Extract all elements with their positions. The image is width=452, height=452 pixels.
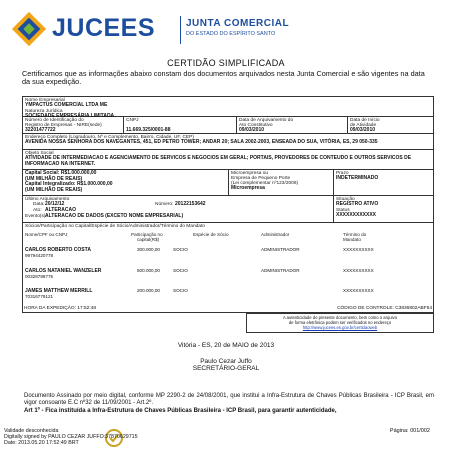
address-value: AVENIDA NOSSA SENHORA DOS NAVEGANTES, 451, ED PETRO TOWER; ANDAR 20; SALA 2002-2003, ENSEADA DO SUA, VITÓRIA, ES, 29 050-335 [25, 139, 378, 145]
partners-section [23, 223, 433, 306]
signer-role: SECRETÁRIO-GERAL [192, 365, 260, 373]
const-date-label-1: Data de Arquivamento do [239, 118, 294, 123]
col-type-header: Espécie de Sócio [193, 232, 229, 237]
partner-type: SOCIO [173, 247, 188, 252]
me-label-3: (Lei complementar nº123/2006) [231, 181, 299, 186]
auth-line-2: de forma eletrônica podem ser verificados no endereço [288, 320, 392, 325]
partner-name: CARLOS NATANIEL WANZELER [25, 268, 102, 274]
last-filing-date-label: Data: [33, 202, 45, 207]
nire-label-1: Número de Identificação do [25, 118, 84, 123]
validity-text: Validade desconhecida [4, 428, 59, 434]
situation-label: Situação [336, 197, 355, 202]
partner-type: SOCIO [173, 288, 188, 293]
brand-divider [180, 16, 181, 44]
partner-share: 300.000,00 [137, 247, 160, 252]
org-subtitle: DO ESTADO DO ESPÍRITO SANTO [186, 31, 276, 37]
status-label: Status [336, 207, 350, 213]
term-label: Prazo [336, 171, 349, 176]
signer-name: Paulo Cezar Juffo [200, 358, 252, 365]
control-code: CÓDIGO DE CONTROLE: C3836802ABF54 [337, 306, 432, 311]
partner-share: 500.000,00 [137, 268, 160, 273]
cnpj-value: 11.669.325/0001-88 [126, 127, 171, 133]
partner-admin: ADMINISTRADOR [261, 247, 300, 252]
auth-link[interactable]: http://www.jucees.es.gov.br/certidaoweb [302, 325, 378, 330]
last-filing-number-label: Número: [155, 202, 174, 207]
last-filing-number: 20122153642 [175, 201, 206, 207]
col-share-header-2: capital(R$) [137, 237, 160, 242]
partner-term: XXXXXXXXXX [343, 268, 374, 273]
const-date-value: 09/03/2010 [239, 127, 265, 133]
capital-words: (UM MILHÃO DE REAIS) [25, 175, 83, 182]
me-label-2: Empresa de Pequeno Porte [231, 176, 291, 181]
page-header [8, 8, 444, 52]
signed-date-text: Date: 2013.05.20 17:52:49 BRT [4, 440, 79, 447]
capital-row [23, 170, 433, 196]
place-date: Vitória - ES, 20 de MAIO de 2013 [177, 342, 275, 349]
last-filing-row [23, 196, 433, 223]
col-term-header-2: Mandato [343, 237, 361, 242]
signed-by-text: Digitally signed by PAULO CEZAR JUFFO:37870629715 [4, 434, 138, 441]
partner-share: 200.000,00 [137, 288, 160, 293]
legal-text [24, 393, 434, 415]
company-name: YMPACTUS COMERCIAL LTDA ME [25, 102, 108, 108]
col-term-header-1: Término do [343, 232, 367, 237]
registry-row [23, 117, 433, 134]
digital-signature-info [4, 428, 138, 447]
signer-block [0, 358, 452, 372]
last-filing-label: Último Arquivamento [25, 197, 70, 202]
cnpj-label: CNPJ [126, 118, 139, 123]
act-value: ALTERACAO [45, 207, 77, 213]
partner-admin: ADMINISTRADOR [261, 268, 300, 273]
term-value: INDETERMINADO [336, 175, 379, 181]
object-value: ATIVIDADE DE INTERMEDIACAO E AGENCIAMENTO DE SERVICOS E NEGOCIOS EM GERAL; PORTAIS, PROVEDORES DE CONTEUDO E OUTROS SERVICOS DE INFORMACAO NA INTERNET. [25, 155, 412, 167]
situation-value: REGISTRO ATIVO [336, 201, 379, 207]
certificate-box [22, 96, 434, 313]
col-share-header-1: Participação no [131, 232, 163, 237]
company-name-row [23, 97, 433, 117]
start-date-value: 09/03/2010 [350, 127, 376, 133]
act-label: Ato: [33, 208, 42, 213]
object-row [23, 150, 433, 170]
authenticity-box [246, 313, 434, 333]
status-value: XXXXXXXXXXXX [336, 211, 377, 218]
event-label: Evento(s): [25, 214, 47, 219]
start-date-label-1: Data de Início [350, 118, 380, 123]
event-value: ALTERACAO DE DADOS (EXCETO NOME EMPRESARIAL) [45, 213, 184, 219]
company-name-label: Nome Empresarial [25, 98, 65, 103]
partner-cpf: 00328788775 [25, 274, 54, 279]
legal-paragraph: Documento Assinado por meio digital, conforme MP 2290-2 de 24/08/2001, que institui a Infra-Estrutura de Chaves Públicas Brasileira - ICP Brasil, em vigor consoante E.C nº32 de 11/09/2001 - Art.2º. [24, 393, 434, 407]
document-title: CERTIDÃO SIMPLIFICADA [167, 58, 285, 68]
auth-line-1: A autenticidade do presente documento, bem como o arquivo [282, 315, 398, 320]
nire-label-2: Registro de Empresas - NIRE(sede) [25, 123, 102, 128]
address-row [23, 134, 433, 150]
start-date-label-2: de Atividade [350, 123, 377, 128]
partner-term: XXXXXXXXXX [343, 247, 374, 252]
me-label-1: Microempresa ou [231, 171, 269, 176]
page-number: Página: 001/002 [389, 428, 430, 434]
partner-type: SOCIO [173, 268, 188, 273]
nature-label: Natureza Jurídica [25, 108, 63, 114]
legal-article-1: Art 1º - Fica instituída a Infra-Estrutura de Chaves Públicas Brasileira - ICP Brasil, para garantir autenticidade, [24, 407, 337, 414]
partners-section-label: Sócios/Participação no Capital/Espécie de Sócio/Administrador/Término do Mandato [25, 224, 205, 229]
document-intro: Certificamos que as informações abaixo constam dos documentos arquivados nesta Junta Comercial e são vigentes na data da sua expedição. [22, 69, 425, 87]
address-label: Endereço Completo (Logradouro, Nº e Complemento, Bairro, Cidade, UF, CEP) [25, 135, 194, 140]
expedition-time: HORA DA EXPEDIÇÃO: 17:52:48 [24, 306, 96, 311]
partner-cpf: 99794420778 [25, 253, 54, 258]
capital-paid-label: Capital Integralizado: R$1.000.000,00 [25, 181, 113, 188]
nature-value: SOCIEDADE EMPRESÁRIA LIMITADA [25, 112, 115, 119]
jucees-logo-icon [10, 10, 48, 48]
partner-name: CARLOS ROBERTO COSTA [25, 247, 91, 253]
partner-name: JAMES MATTHEW MERRILL [25, 288, 93, 294]
org-title: JUNTA COMERCIAL [186, 18, 290, 29]
object-label: Objeto Social [25, 151, 54, 156]
brand-name: JUCEES [52, 14, 156, 42]
col-name-header: Nome/CPF ou CNPJ [25, 232, 68, 237]
capital-paid-words: (UM MILHÃO DE REAIS) [25, 186, 83, 193]
const-date-label-2: Ato Constitutivo [239, 123, 273, 128]
partner-cpf: 70316779121 [25, 294, 54, 299]
partner-term: XXXXXXXXXX [343, 288, 374, 293]
nire-value: 32201477722 [25, 127, 56, 133]
col-admin-header: Administrador [261, 232, 290, 237]
last-filing-date: 20/12/12 [45, 201, 65, 207]
capital-label: Capital Social: R$1.000.000,00 [25, 170, 97, 176]
me-value: Microempresa [231, 185, 265, 191]
